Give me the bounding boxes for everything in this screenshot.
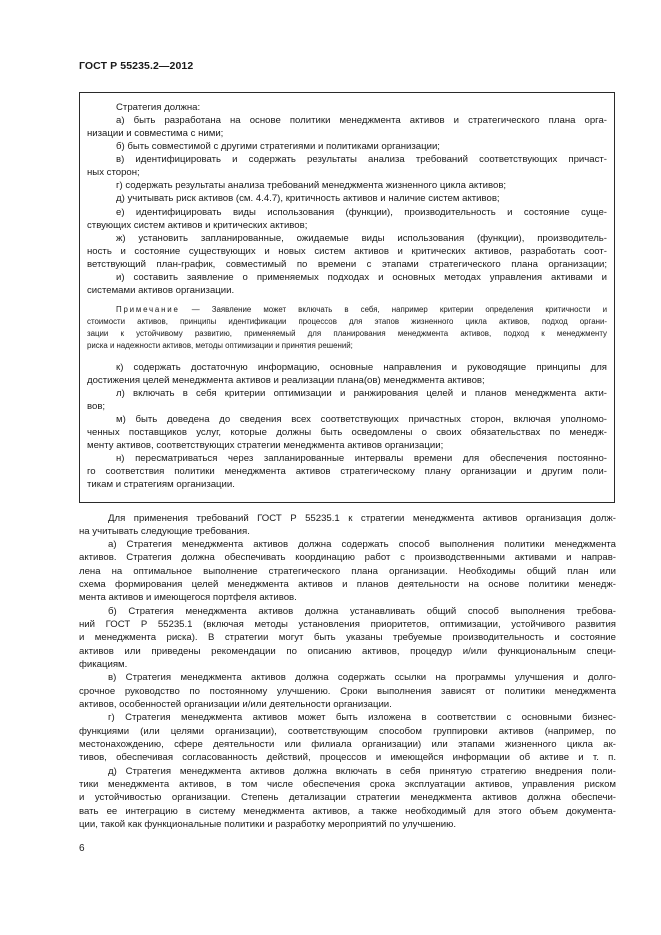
body-line: местонахождению, сфере деятельности или филиала организации) или этапами жизненного цикла ак- <box>79 739 616 750</box>
frame-line: д) учитывать риск активов (см. 4.4.7), критичность активов и наличие систем активов; <box>116 193 500 204</box>
body-line: активов, особенностей организации и/или деятельности организации. <box>79 699 392 710</box>
body-line: Для применения требований ГОСТ Р 55235.1 к стратегии менеджмента активов организация долж- <box>108 513 616 524</box>
frame-line: Стратегия должна: <box>116 102 201 113</box>
frame-line: б) быть совместимой с другими стратегиями и политиками организации; <box>116 141 440 152</box>
body-line: на учитывать следующие требования. <box>79 526 250 537</box>
body-line: фикациям. <box>79 659 128 670</box>
body-line: тивов, обеспечивая согласованность действий, процессов и имеющейся информации об активе и т. п. <box>79 752 616 763</box>
note-label: Примечание <box>116 305 180 314</box>
frame-line: л) включать в себя критерии оптимизации и ранжирования целей и планов менеджмента акти- <box>116 388 607 399</box>
frame-line: системами активов организации. <box>87 285 235 296</box>
frame-line: и) составить заявление о применяемых подходах и основных методах управления активами и <box>116 272 607 283</box>
body-line: функциями (или целями организации), соответствующим способом группировки активов (например, по <box>79 726 616 737</box>
frame-line: ветствующий план-график, совместимый по времени с этапами стратегического плана организации; <box>87 259 607 270</box>
body-line: активов или приведены рекомендации по описанию активов, процедур и/или функциональным специ- <box>79 646 616 657</box>
body-line: лена на оптимальное выполнение стратегического плана организации. Необходимы общий план или <box>79 566 616 577</box>
page-number: 6 <box>79 843 85 854</box>
frame-line: ность и состояние существующих и новых систем активов и критических активов, разработать соот- <box>87 246 607 257</box>
note-line: Примечание — Заявление может включать в себя, например критерии определения критичности и <box>116 305 607 314</box>
frame-line: ствующих систем активов и критических активов; <box>87 220 308 231</box>
note-line: зации к устойчивому развитию, применяемый для планирования менеджмента активов, подход к менеджменту <box>87 329 607 338</box>
frame-line: ных сторон; <box>87 167 140 178</box>
body-line: д) Стратегия менеджмента активов должна включать в себя принятую стратегию внедрения поли- <box>108 766 616 777</box>
body-line: г) Стратегия менеджмента активов может быть изложена в соответствии с основными бизнес- <box>108 712 616 723</box>
body-line: и менеджмента риска). В стратегии могут быть указаны требуемые производительность и состояние <box>79 632 616 643</box>
frame-line: менту активов, соответствующих стратегии менеджмента активов организации; <box>87 440 444 451</box>
frame-line: ж) установить запланированные, ожидаемые виды использования (функции), производитель- <box>116 233 607 244</box>
frame-line: вов; <box>87 401 106 412</box>
frame-line: м) быть доведена до сведения всех соответствующих причастных сторон, включая уполномо- <box>116 414 607 425</box>
frame-line: ченных поставщиков услуг, которые должны быть осведомлены о своих обязательствах по менедж- <box>87 427 607 438</box>
body-line: срочное руководство по постоянному улучшению. Сроки выполнения зависят от политики менеджмента <box>79 686 616 697</box>
frame-line: н) пересматриваться через запланированные интервалы времени для обеспечения постоянно- <box>116 453 607 464</box>
document-header: ГОСТ Р 55235.2—2012 <box>79 60 194 72</box>
frame-line: г) содержать результаты анализа требований менеджмента жизненного цикла активов; <box>116 180 507 191</box>
frame-line: низации и совместима с ними; <box>87 128 224 139</box>
body-line: б) Стратегия менеджмента активов должна устанавливать общий способ выполнения требова- <box>108 606 616 617</box>
body-line: тики менеджмента активов, в том числе обеспечения срока эксплуатации активов, управления риском <box>79 779 616 790</box>
body-line: мента активов и имеющегося портфеля активов. <box>79 592 297 603</box>
frame-line: достижения целей менеджмента активов и реализации плана(ов) менеджмента активов; <box>87 375 485 386</box>
body-line: ний ГОСТ Р 55235.1 (включая методы установления приоритетов, оптимизации, устойчивого развития <box>79 619 616 630</box>
body-line: активов. Стратегия должна обеспечивать координацию работ с производственными активами и направ- <box>79 552 616 563</box>
body-line: вать ее интеграцию в систему менеджмента активов, а также необходимый для этого объем документа- <box>79 806 616 817</box>
body-line: и устойчивостью организации. Степень детализации стратегии менеджмента активов должна обеспечи- <box>79 792 616 803</box>
frame-line: а) быть разработана на основе политики менеджмента активов и стратегического плана орга- <box>116 115 607 126</box>
frame-line: в) идентифицировать и содержать результаты анализа требований соответствующих причаст- <box>116 154 607 165</box>
frame-line: го соответствия политики менеджмента активов стратегическому плану организации и другим поли- <box>87 466 607 477</box>
note-line: риска и надежности активов, методы оптимизации и принятия решений; <box>87 341 353 350</box>
body-line: а) Стратегия менеджмента активов должна содержать способ выполнения политики менеджмента <box>108 539 616 550</box>
body-line: схема формирования целей менеджмента активов и планов деятельности на основе политики менедж- <box>79 579 616 590</box>
frame-line: е) идентифицировать виды использования (функции), производительность и состояние суще- <box>116 207 607 218</box>
frame-line: тикам и стратегиям организации. <box>87 479 235 490</box>
note-line: стоимости активов, принципы идентификации процессов для этапов жизненного цикла активов, подход органи- <box>87 317 607 326</box>
body-line: ции, такой как функциональные политики и разработку мероприятий по улучшению. <box>79 819 457 830</box>
frame-line: к) содержать достаточную информацию, основные направления и руководящие принципы для <box>116 362 607 373</box>
body-line: в) Стратегия менеджмента активов должна содержать ссылки на программы улучшения и долго- <box>108 672 616 683</box>
